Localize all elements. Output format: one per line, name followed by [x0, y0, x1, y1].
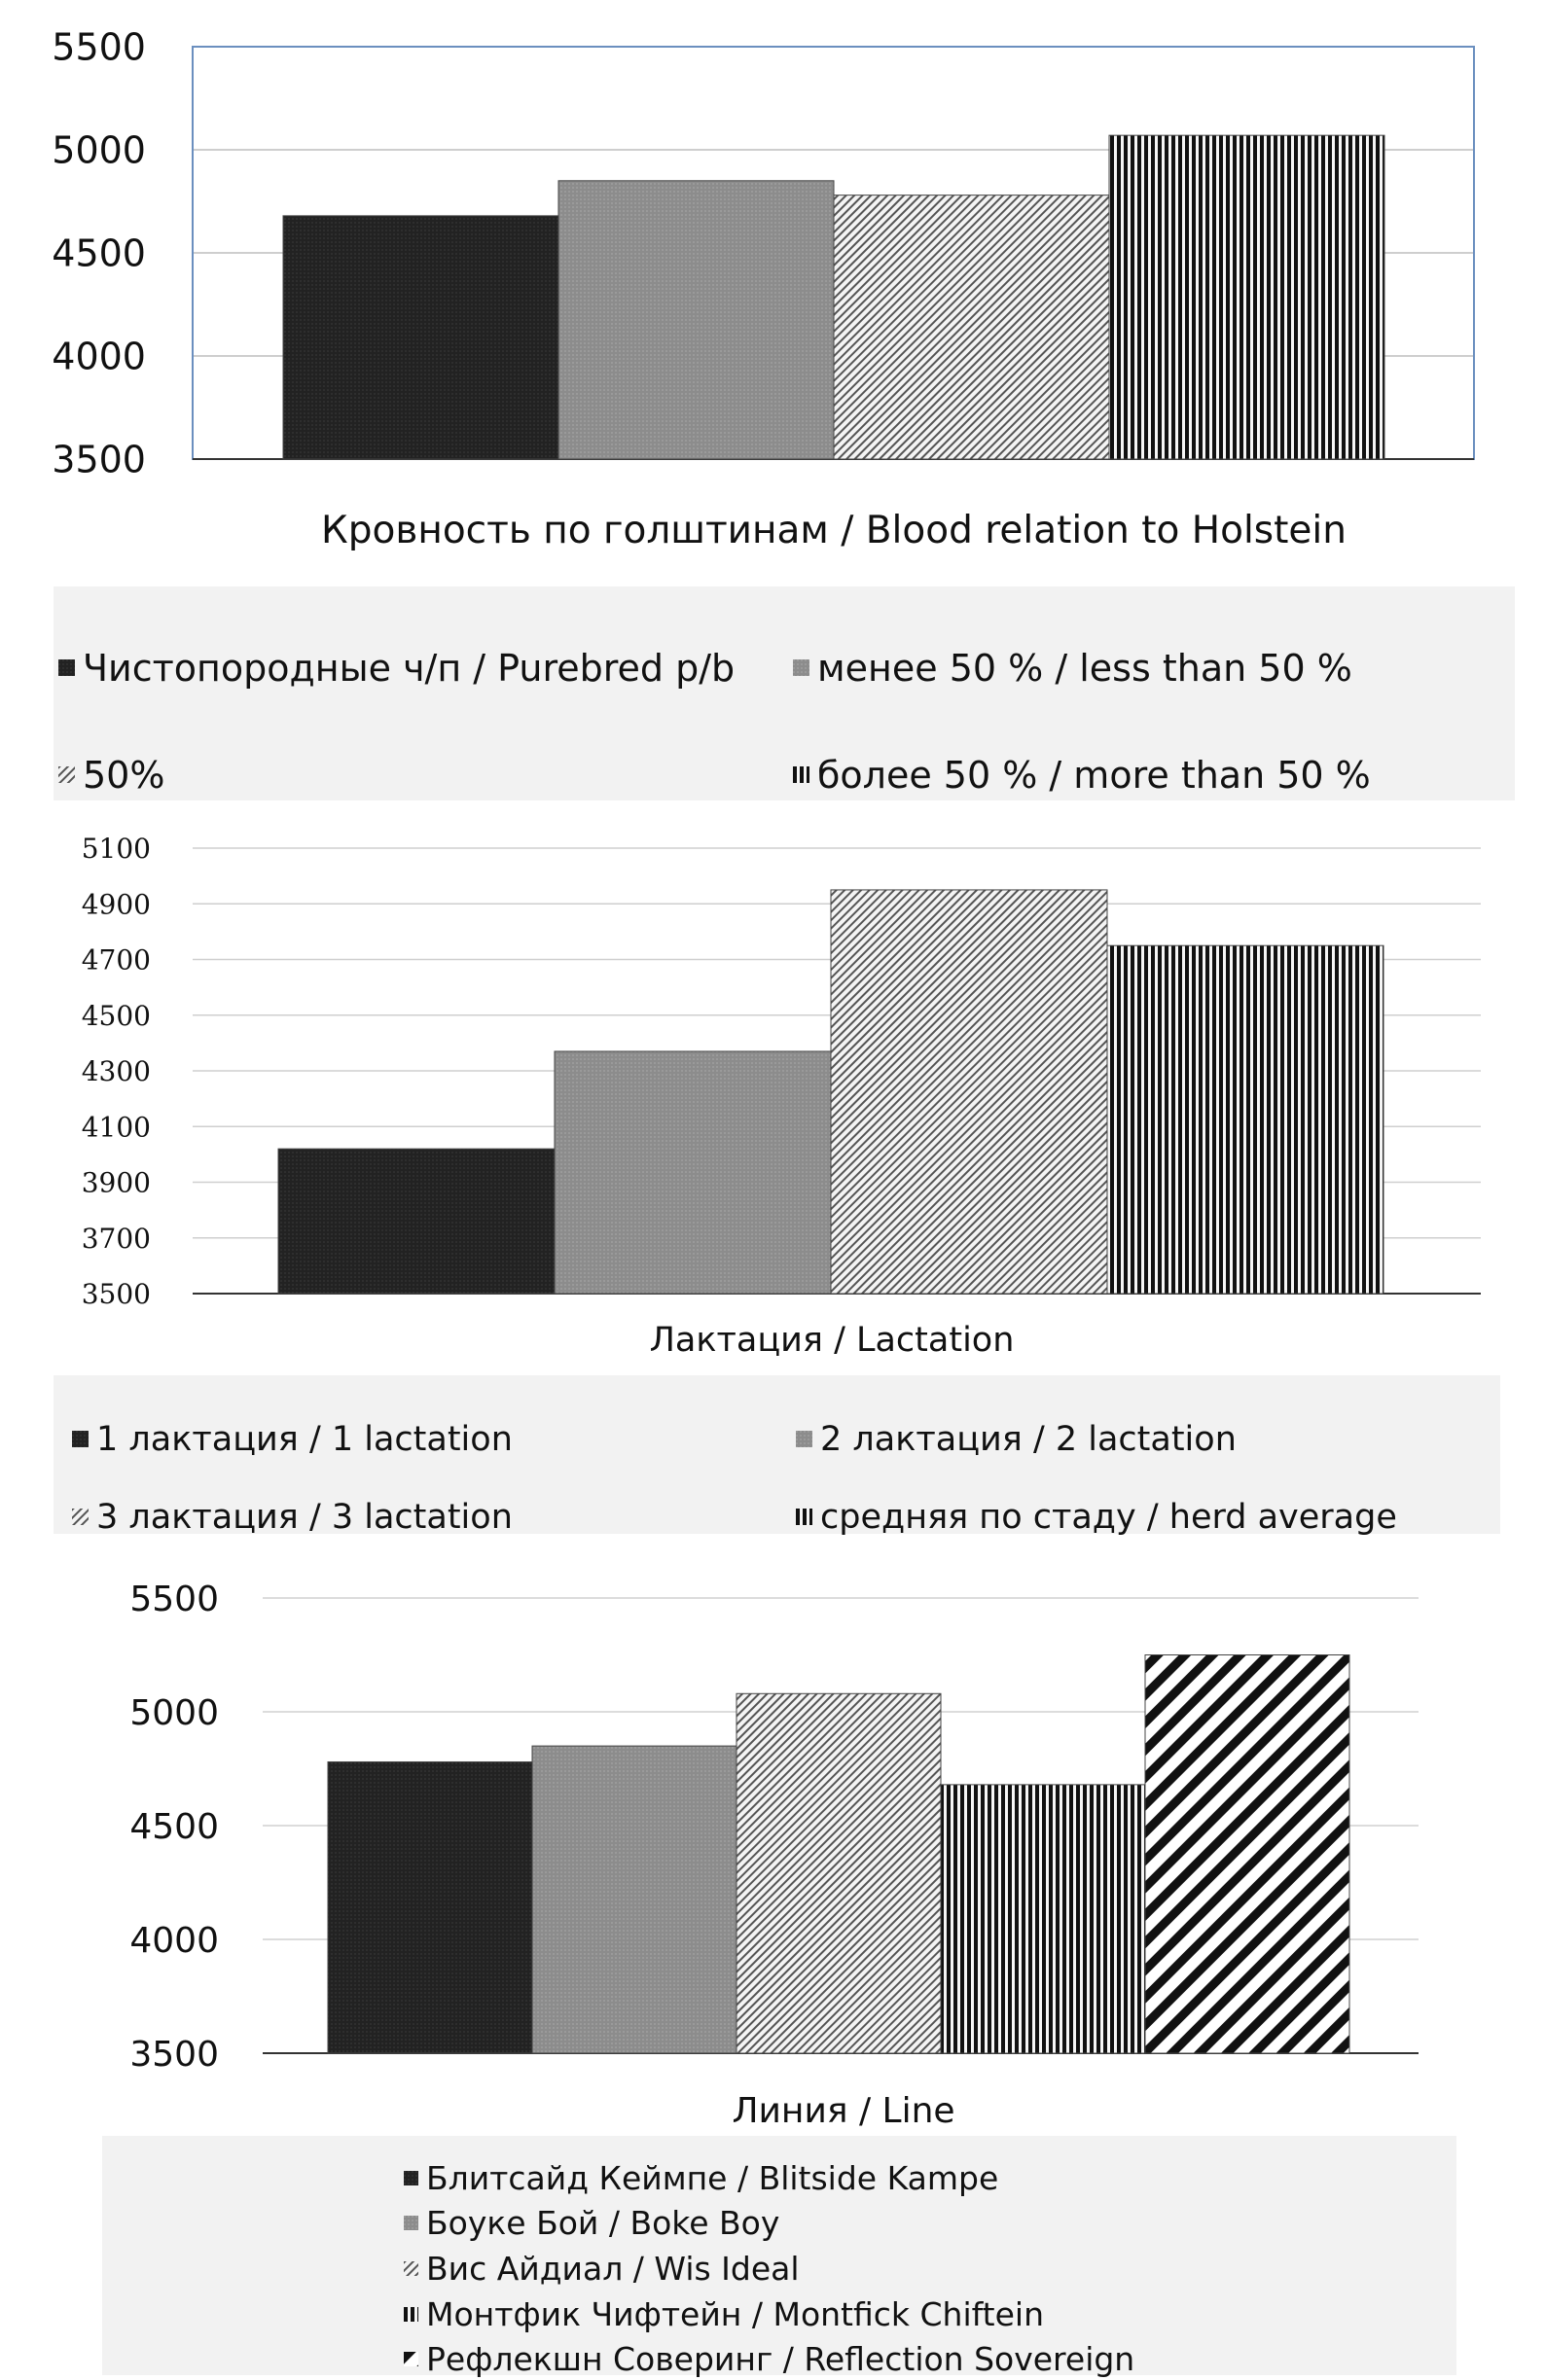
- legend-label: 3 лактация / 3 lactation: [96, 1497, 513, 1537]
- legend-swatch-icon: [796, 1431, 812, 1447]
- legend-swatch-icon: [72, 1431, 89, 1447]
- chart-3: [129, 1580, 1419, 2131]
- legend-item: [404, 2157, 998, 2199]
- x-axis-label: Линия / Line: [732, 2091, 955, 2131]
- legend-swatch-icon: [404, 2171, 418, 2185]
- y-tick-label: 4000: [52, 335, 146, 378]
- legend-label: Монтфик Чифтейн / Montfick Chiftein: [426, 2294, 1045, 2333]
- chart-2: [82, 833, 1481, 1360]
- y-tick-label: 5000: [129, 1692, 219, 1733]
- y-tick-label: 3900: [81, 1166, 151, 1199]
- bar-2: [532, 1746, 737, 2053]
- legend-label: средняя по стаду / herd average: [820, 1497, 1397, 1537]
- bar-1: [328, 1761, 532, 2053]
- x-axis-label: Кровность по голштинам / Blood relation to Holstein: [321, 509, 1347, 552]
- bar-4: [1107, 945, 1383, 1294]
- legend-label: 50%: [83, 753, 165, 797]
- chart-1: [52, 26, 1474, 552]
- y-tick-label: 3700: [81, 1222, 151, 1255]
- y-tick-label: 3500: [52, 438, 146, 481]
- legend-item: [404, 2338, 1134, 2380]
- y-tick-label: 4700: [81, 943, 151, 977]
- bar-4: [1109, 135, 1384, 459]
- legend-label: Чистопородные ч/п / Purebred p/b: [83, 646, 736, 690]
- legend-item: [404, 2248, 800, 2290]
- legend-swatch-icon: [796, 1509, 812, 1525]
- legend-item: [404, 2202, 779, 2244]
- legend-item: [404, 2293, 1044, 2335]
- legend-label: 2 лактация / 2 lactation: [820, 1419, 1237, 1459]
- y-tick-label: 4100: [81, 1111, 151, 1144]
- bar-2: [558, 181, 834, 459]
- bar-3: [834, 195, 1109, 459]
- legend-item: [58, 644, 735, 692]
- y-tick-label: 3500: [129, 2034, 219, 2075]
- bar-4: [941, 1785, 1145, 2053]
- bar-3: [831, 890, 1107, 1294]
- y-tick-label: 4900: [81, 888, 151, 921]
- legend-swatch-icon: [793, 659, 809, 676]
- bar-2: [555, 1051, 831, 1294]
- bar-5: [1145, 1655, 1349, 2054]
- legend-item: [72, 1417, 513, 1462]
- bar-1: [278, 1149, 555, 1294]
- legend-label: Блитсайд Кеймпе / Blitside Kampe: [426, 2158, 999, 2197]
- y-tick-label: 4500: [129, 1806, 219, 1847]
- legend-item: [72, 1495, 513, 1540]
- legend-swatch-icon: [404, 2352, 418, 2366]
- y-tick-label: 4300: [81, 1055, 151, 1088]
- legend-swatch-icon: [404, 2261, 418, 2276]
- legend-item: [58, 751, 164, 799]
- legend-label: Рефлекшн Соверинг / Reflection Sovereign: [426, 2339, 1135, 2378]
- legend-item: [796, 1417, 1237, 1462]
- legend-label: менее 50 % / less than 50 %: [817, 646, 1352, 690]
- legend-item: [793, 644, 1352, 692]
- legend-swatch-icon: [72, 1509, 89, 1525]
- y-tick-label: 4000: [129, 1920, 219, 1961]
- y-tick-label: 5500: [129, 1579, 219, 1619]
- legend-label: 1 лактация / 1 lactation: [96, 1419, 513, 1459]
- legend-swatch-icon: [58, 766, 75, 783]
- y-tick-label: 5100: [81, 833, 151, 866]
- legend-item: [796, 1495, 1397, 1540]
- x-axis-label: Лактация / Lactation: [649, 1321, 1015, 1360]
- legend-label: Боуке Бой / Boke Boy: [426, 2203, 780, 2242]
- y-tick-label: 3500: [81, 1278, 151, 1311]
- legend-swatch-icon: [404, 2216, 418, 2230]
- legend-item: [793, 751, 1371, 799]
- legend-swatch-icon: [404, 2307, 418, 2322]
- legend-swatch-icon: [793, 766, 809, 783]
- y-tick-label: 5500: [52, 25, 146, 69]
- y-tick-label: 5000: [52, 128, 146, 172]
- legend-label: более 50 % / more than 50 %: [817, 753, 1371, 797]
- y-tick-label: 4500: [81, 999, 151, 1032]
- legend-swatch-icon: [58, 659, 75, 676]
- y-tick-label: 4500: [52, 231, 146, 275]
- bar-1: [283, 216, 558, 459]
- bar-3: [737, 1693, 941, 2053]
- legend-label: Вис Айдиал / Wis Ideal: [426, 2249, 800, 2288]
